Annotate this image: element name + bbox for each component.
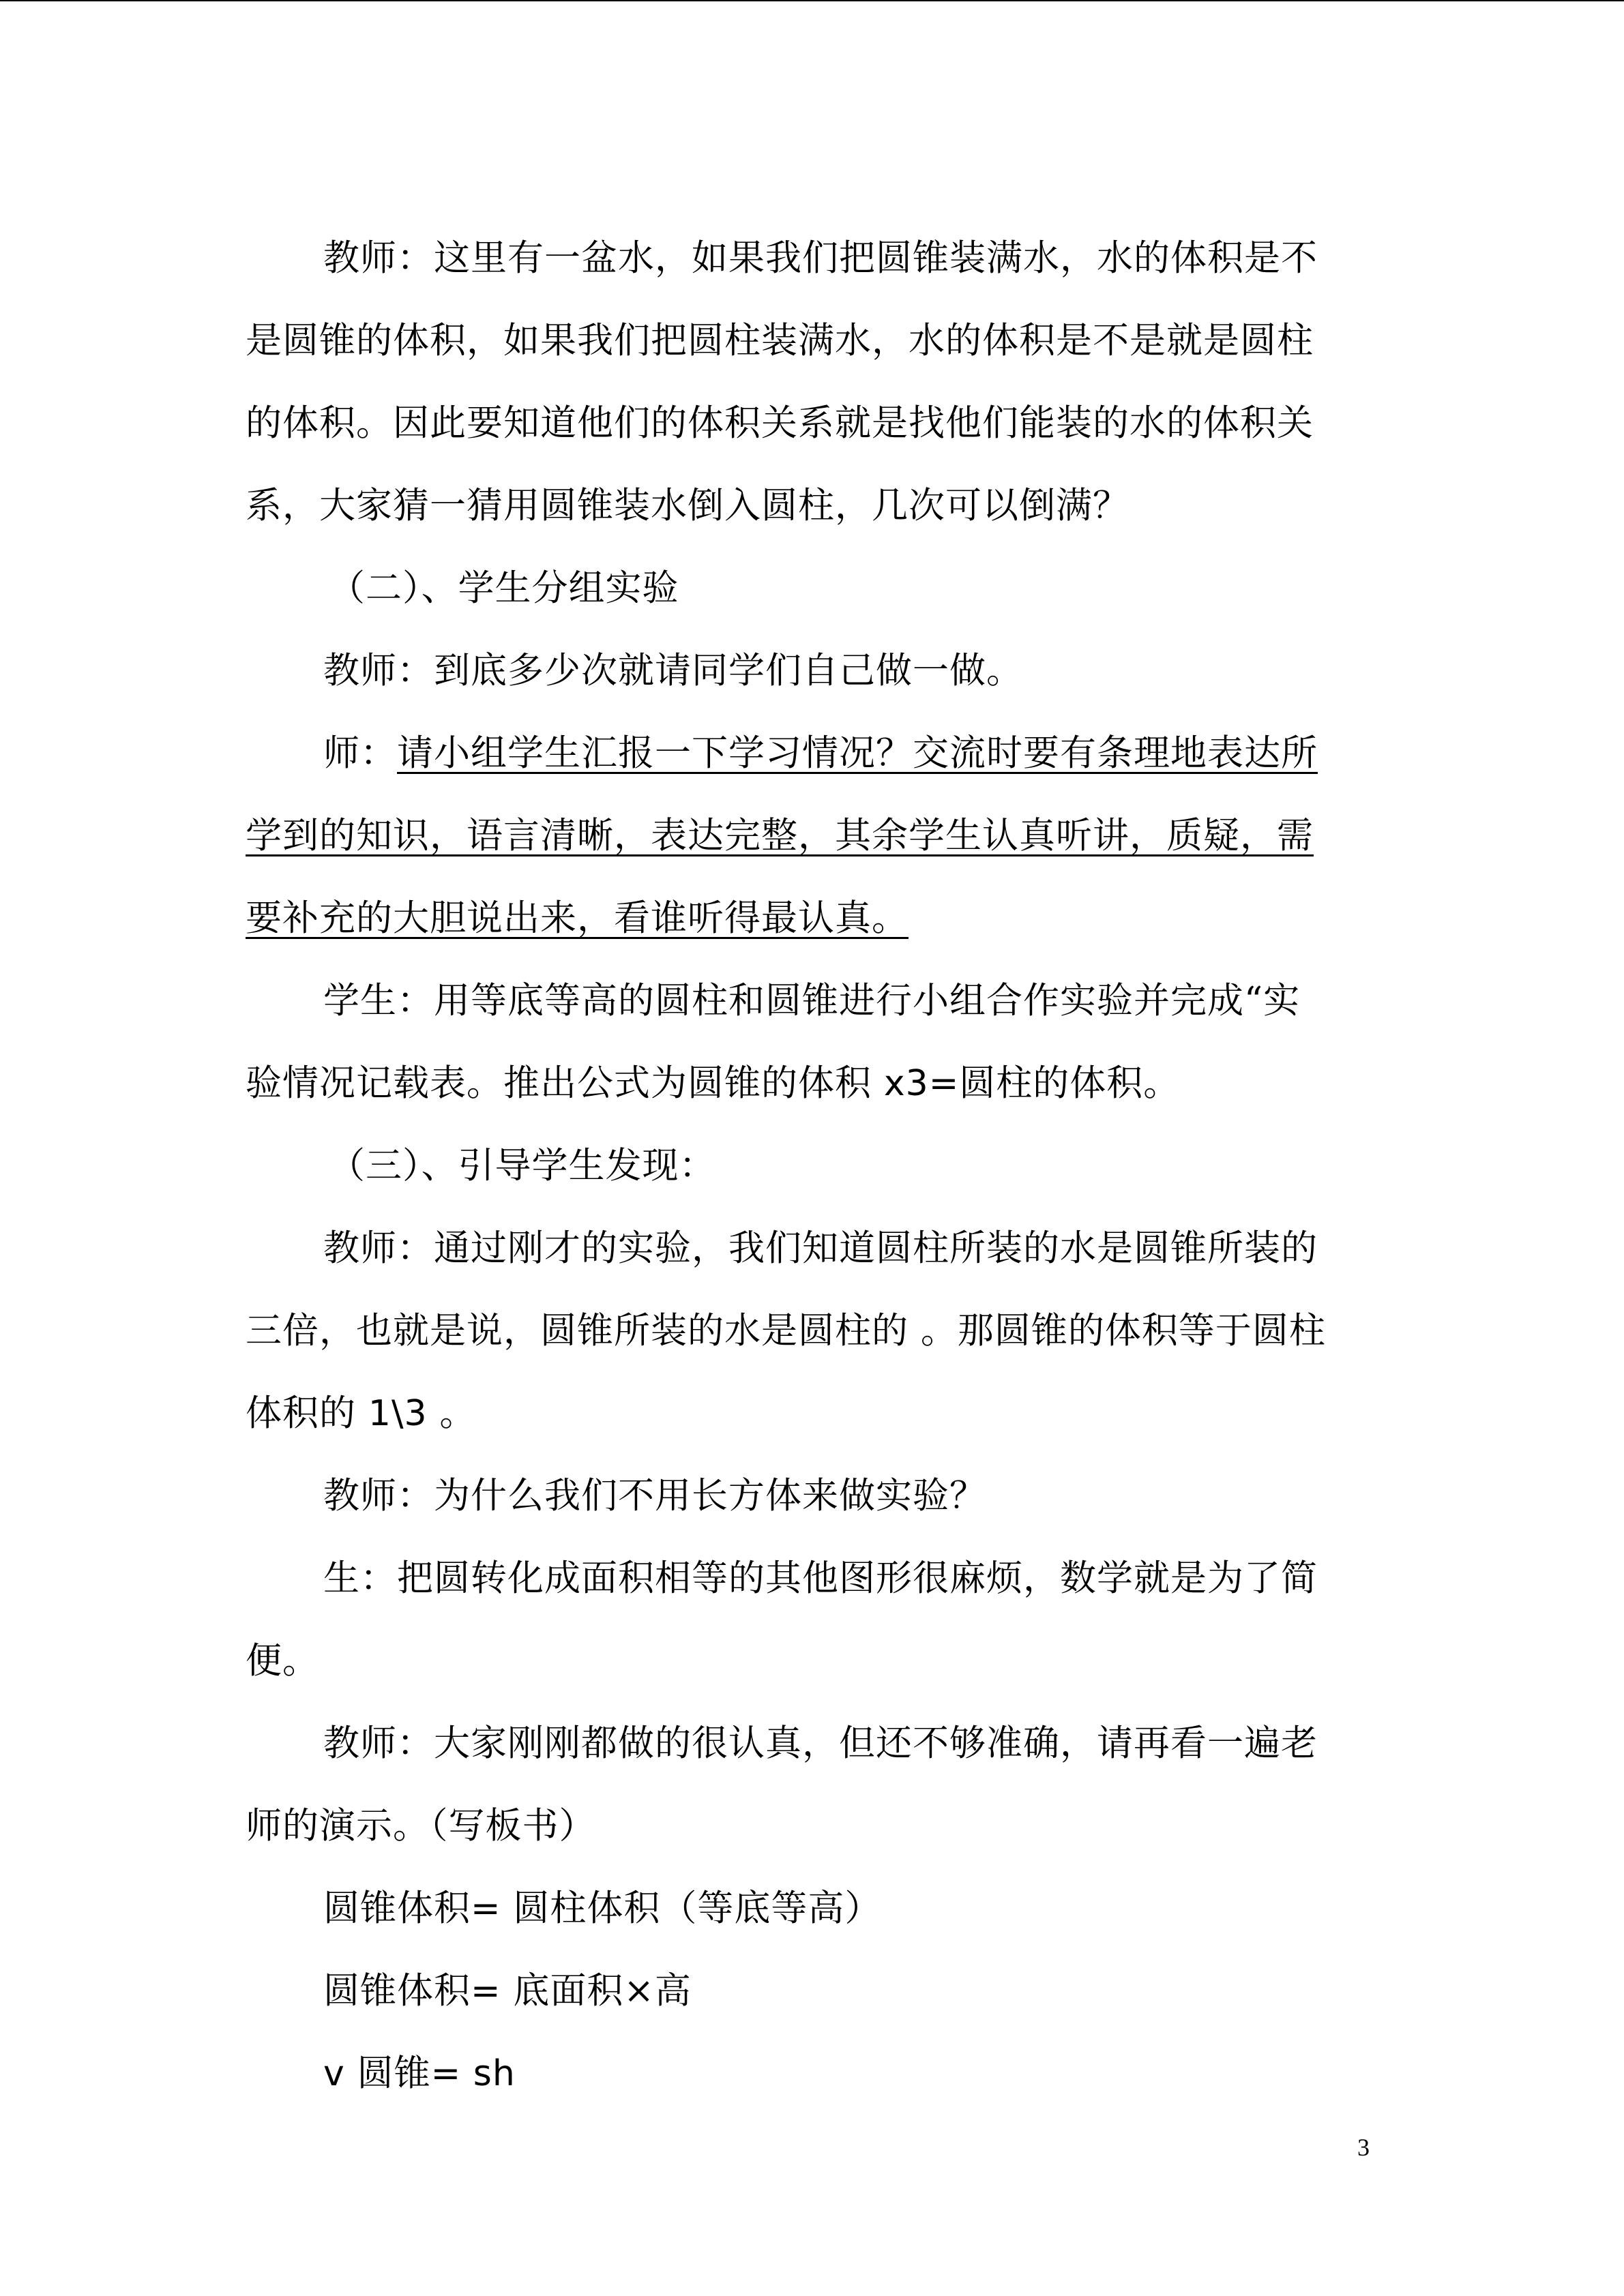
text-run: 圆柱的体积。 bbox=[959, 1062, 1181, 1104]
text-run: 是圆锥的体积，如果我们把圆柱装满水，水的体积是不是就是圆柱 bbox=[246, 320, 1314, 361]
formula-variable: v bbox=[323, 2053, 345, 2094]
paragraph-line bbox=[246, 1372, 1374, 1455]
paragraph-line bbox=[246, 1289, 1374, 1372]
text-run: 生：把圆转化成面积相等的其他图形很麻烦，数学就是为了简 bbox=[323, 1557, 1318, 1599]
underlined-text: 请小组学生汇报一下学习情况？交流时要有条理地表达所 bbox=[397, 732, 1318, 774]
formula-line bbox=[246, 1950, 1374, 2032]
text-run: 三倍，也就是说，圆锥所装的水是圆柱的 。那圆锥的体积等于圆柱 bbox=[246, 1310, 1326, 1352]
underlined-text: 要补充的大胆说出来，看谁听得最认真。 bbox=[246, 897, 909, 939]
paragraph-line bbox=[246, 382, 1374, 464]
text-run: 圆柱体积（等底等高） bbox=[501, 1888, 882, 1929]
text-run: （二）、学生分组实验 bbox=[329, 567, 679, 609]
text-run: 教师：通过刚才的实验，我们知道圆柱所装的水是圆锥所装的 bbox=[323, 1227, 1318, 1269]
text-run: 教师：为什么我们不用长方体来做实验？ bbox=[323, 1475, 986, 1517]
text-run: 圆锥体积 bbox=[323, 1970, 471, 2012]
section-heading bbox=[246, 1124, 1374, 1207]
paragraph-line bbox=[246, 1207, 1374, 1289]
text-run: 教师：到底多少次就请同学们自己做一做。 bbox=[323, 650, 1023, 691]
paragraph-line bbox=[246, 629, 1374, 712]
paragraph-line bbox=[246, 1455, 1374, 1537]
text-run: 验情况记载表。推出公式为圆锥的体积 bbox=[246, 1062, 884, 1104]
text-run: 圆锥体积 bbox=[323, 1888, 471, 1929]
text-run: 的体积。因此要知道他们的体积关系就是找他们能装的水的体积关 bbox=[246, 402, 1314, 444]
paragraph-line bbox=[246, 1620, 1374, 1702]
equals-sign: = bbox=[430, 2053, 462, 2094]
paragraph-line bbox=[246, 464, 1374, 547]
text-run: 教师：大家刚刚都做的很认真，但还不够准确，请再看一遍老 bbox=[323, 1723, 1318, 1764]
text-run: 体积的 bbox=[246, 1392, 368, 1434]
underlined-text: 学到的知识，语言清晰，表达完整，其余学生认真听讲，质疑，需 bbox=[246, 815, 1314, 856]
formula-line bbox=[246, 1867, 1374, 1950]
text-run: 教师：这里有一盆水，如果我们把圆锥装满水，水的体积是不 bbox=[323, 237, 1318, 279]
equals-sign: = bbox=[471, 1888, 501, 1929]
text-run: 底面积×高 bbox=[501, 1970, 692, 2012]
fraction-text: 1\3 bbox=[368, 1393, 428, 1434]
text-run: 师的演示。（写板书） bbox=[246, 1805, 596, 1847]
section-heading bbox=[246, 547, 1374, 629]
paragraph-line bbox=[246, 1042, 1374, 1124]
formula-variable: sh bbox=[461, 2053, 516, 2094]
top-border-line bbox=[0, 0, 1624, 1]
formula-text: x3= bbox=[883, 1063, 960, 1104]
speaker-label: 师： bbox=[323, 732, 397, 774]
page-number: 3 bbox=[1357, 2134, 1370, 2161]
paragraph-line bbox=[246, 877, 1374, 959]
paragraph-line bbox=[246, 1785, 1374, 1867]
text-run: 学生：用等底等高的圆柱和圆锥进行小组合作实验并完成“实 bbox=[323, 980, 1301, 1022]
formula-line bbox=[246, 2032, 1374, 2115]
text-run: 圆锥 bbox=[344, 2053, 431, 2094]
document-body bbox=[246, 217, 1374, 2115]
paragraph-line bbox=[246, 1702, 1374, 1785]
paragraph-line bbox=[246, 299, 1374, 382]
paragraph-line bbox=[246, 1537, 1374, 1620]
equals-sign: = bbox=[471, 1971, 501, 2012]
paragraph-line bbox=[246, 794, 1374, 877]
paragraph-line bbox=[246, 959, 1374, 1042]
text-run: 便。 bbox=[246, 1640, 319, 1682]
text-run: 。 bbox=[427, 1392, 477, 1434]
paragraph-line bbox=[246, 712, 1374, 794]
text-run: 系，大家猜一猜用圆锥装水倒入圆柱，几次可以倒满？ bbox=[246, 485, 1130, 526]
text-run: （三）、引导学生发现： bbox=[329, 1145, 716, 1187]
paragraph-line bbox=[246, 217, 1374, 299]
